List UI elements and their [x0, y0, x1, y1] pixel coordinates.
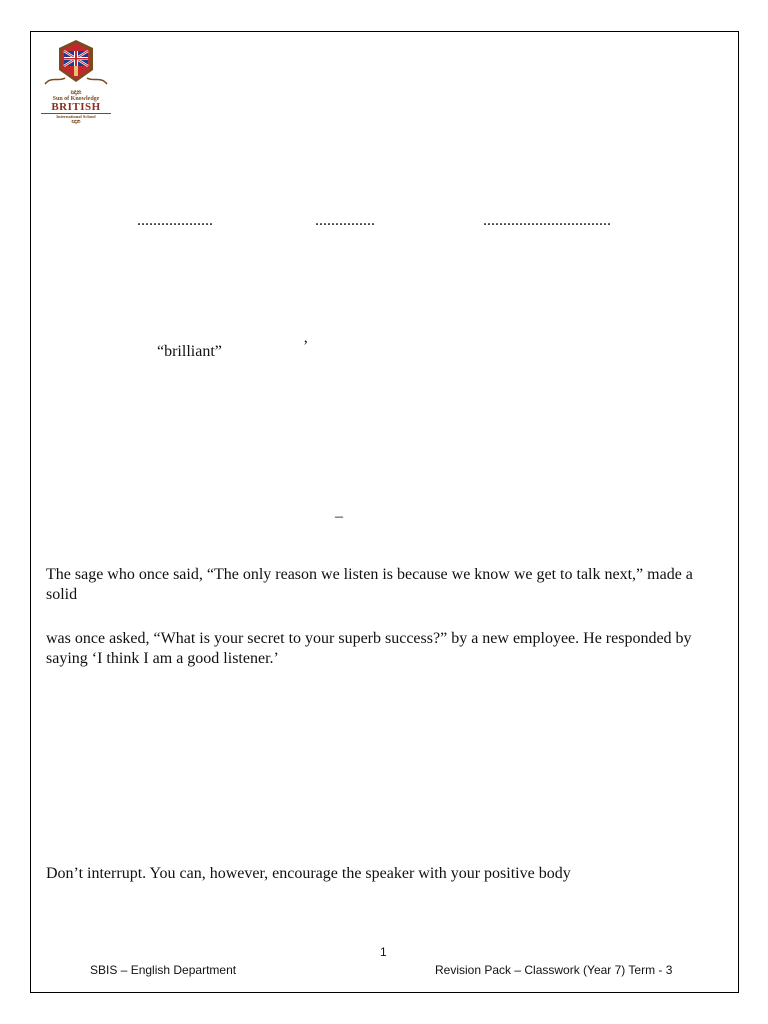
paragraph-secret: was once asked, “What is your secret to your superb success?” by a new employee. He responded by saying ‘I think I am a good listener.’: [46, 630, 692, 667]
logo-tagline: Sun of Knowledge: [52, 96, 100, 102]
paragraph-interrupt: Don’t interrupt. You can, however, encourage the speaker with your positive body: [46, 865, 571, 882]
page-number: 1: [380, 945, 387, 959]
apostrophe-mark: ’: [303, 338, 309, 355]
footer-right: Revision Pack – Classwork (Year 7) Term - 3: [435, 963, 673, 977]
blank-line-2: ...............: [315, 212, 375, 229]
logo-sinhala-bottom: ඥාන: [71, 119, 81, 125]
footer-left: SBIS – English Department: [90, 963, 237, 977]
logo-international-school: International School: [41, 113, 111, 120]
shield-crest-icon: [41, 38, 111, 90]
quoted-word: “brilliant”: [157, 343, 222, 360]
logo-british: BRITISH: [51, 101, 101, 113]
school-logo: [41, 38, 111, 148]
document-page: [30, 31, 739, 993]
logo-sinhala-top: ඥාන: [70, 90, 82, 96]
paragraph-sage: The sage who once said, “The only reason we listen is because we know we get to talk next,” made a solid: [46, 566, 693, 603]
dash-mark: –: [335, 508, 343, 525]
logo-text: [41, 90, 111, 125]
blank-line-1: ...................: [137, 212, 213, 229]
blank-line-3: ................................: [483, 212, 611, 229]
